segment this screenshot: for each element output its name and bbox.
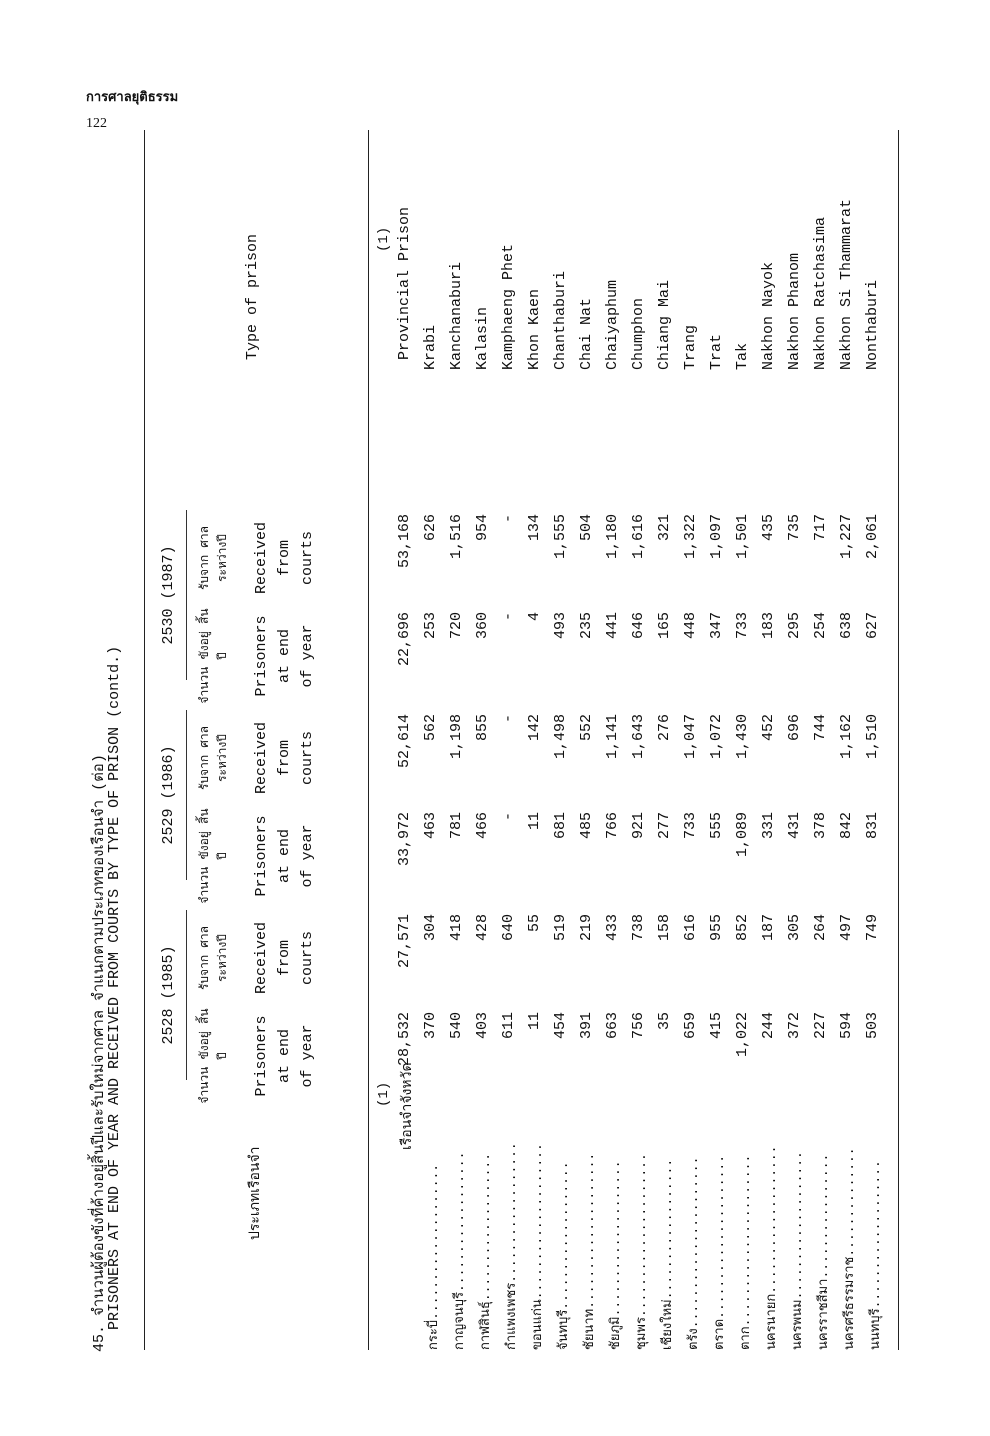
table-row [448, 110, 474, 1360]
value-cell: - [500, 714, 517, 724]
table-row [422, 110, 448, 1360]
value-cell: 158 [656, 914, 673, 942]
value-cell: 219 [578, 914, 595, 942]
value-cell: 244 [760, 1012, 777, 1040]
value-cell: 681 [552, 812, 569, 840]
value-cell: 378 [812, 812, 829, 840]
prison-name-thai: ขอนแก่น.................... [530, 1143, 545, 1350]
value-cell: 183 [760, 612, 777, 640]
value-cell: 1,430 [734, 714, 751, 760]
total-cell: 33,972 [396, 812, 413, 867]
column-header-thai: จำนวน ขังอยู่ สิ้นปี [198, 1008, 230, 1104]
column-header-thai: รับจาก ศาล ระหว่างปี [198, 926, 230, 991]
year-rule [186, 910, 187, 1080]
year-rule [186, 710, 187, 880]
subtype-english: Provincial Prison [396, 206, 413, 360]
value-cell: 1,227 [838, 514, 855, 560]
value-cell: 1,162 [838, 714, 855, 760]
column-header-english: Prisoners [253, 815, 270, 897]
value-cell: 142 [526, 714, 543, 742]
value-cell: 372 [786, 1012, 803, 1040]
table-row [682, 110, 708, 1360]
value-cell: 1,198 [448, 714, 465, 760]
prison-name-thai: กาญจนบุรี.................. [452, 1151, 467, 1350]
value-cell: 552 [578, 714, 595, 742]
value-cell: 626 [422, 514, 439, 542]
value-cell: 1,141 [604, 714, 621, 760]
value-cell: 1,501 [734, 514, 751, 560]
value-cell: 391 [578, 1012, 595, 1040]
column-header-english: Prisoners [253, 615, 270, 697]
table-row [552, 110, 578, 1360]
value-cell: 35 [656, 1012, 673, 1031]
prison-name-english: Kamphaeng Phet [500, 243, 517, 370]
prison-name-thai: นครนายก................... [764, 1145, 779, 1350]
table-row [474, 110, 500, 1360]
value-cell: 428 [474, 914, 491, 942]
value-cell: 954 [474, 514, 491, 542]
value-cell: 276 [656, 714, 673, 742]
value-cell: 749 [864, 914, 881, 942]
prison-name-thai: ตาก...................... [738, 1154, 753, 1350]
value-cell: 616 [682, 914, 699, 942]
value-cell: 463 [422, 812, 439, 840]
value-cell: 227 [812, 1012, 829, 1040]
year-header-1985: 2528 (1985) [160, 945, 177, 1045]
column-header-english: Received [253, 522, 270, 595]
value-cell: 555 [708, 812, 725, 840]
value-cell: 1,022 [734, 1012, 751, 1058]
prison-name-english: Nakhon Nayok [760, 261, 777, 370]
value-cell: 1,097 [708, 514, 725, 560]
value-cell: 733 [734, 612, 751, 640]
value-cell: 852 [734, 914, 751, 942]
column-header-thai: จำนวน ขังอยู่ สิ้นปี [198, 808, 230, 904]
value-cell: 611 [500, 1012, 517, 1040]
subtype-thai: เรือนจำจังหวัด [400, 1062, 416, 1150]
value-cell: 304 [422, 914, 439, 942]
prison-name-thai: นครศรีธรรมราช.............. [842, 1147, 857, 1350]
total-cell: 52,614 [396, 714, 413, 769]
total-row [396, 110, 422, 1360]
column-number-right: (1) [376, 226, 392, 252]
value-cell: 720 [448, 612, 465, 640]
column-header-prisoners [196, 808, 319, 904]
value-cell: 781 [448, 812, 465, 840]
value-cell: 2,061 [864, 514, 881, 560]
value-cell: 842 [838, 812, 855, 840]
prison-name-thai: ชุมพร..................... [634, 1153, 649, 1350]
value-cell: 321 [656, 514, 673, 542]
column-header-thai: รับจาก ศาล ระหว่างปี [198, 726, 230, 791]
prison-name-english: Tak [734, 342, 751, 370]
value-cell: 11 [526, 1012, 543, 1031]
table-row [786, 110, 812, 1360]
prison-name-thai: เชียงใหม่.................. [660, 1158, 675, 1350]
prison-name-english: Nakhon Ratchasima [812, 216, 829, 370]
prison-name-english: Kalasin [474, 306, 491, 370]
value-cell: 441 [604, 612, 621, 640]
column-header-english: at end [276, 629, 293, 684]
column-header-received [196, 910, 319, 1006]
table-row [630, 110, 656, 1360]
prison-name-english: Chai Nat [578, 297, 595, 370]
value-cell: 831 [864, 812, 881, 840]
column-header-english: courts [299, 531, 316, 586]
table-row [812, 110, 838, 1360]
value-cell: 955 [708, 914, 725, 942]
column-header-english: of year [299, 624, 316, 688]
value-cell: - [500, 612, 517, 622]
value-cell: 235 [578, 612, 595, 640]
prison-name-english: Nakhon Phanom [786, 252, 803, 370]
value-cell: 766 [604, 812, 621, 840]
column-header-english: of year [299, 824, 316, 888]
value-cell: 1,322 [682, 514, 699, 560]
column-header-english: from [276, 940, 293, 977]
value-cell: 253 [422, 612, 439, 640]
prison-name-thai: ตรัง...................... [686, 1156, 701, 1350]
value-cell: 448 [682, 612, 699, 640]
value-cell: 738 [630, 914, 647, 942]
value-cell: 744 [812, 714, 829, 742]
table-row [838, 110, 864, 1360]
value-cell: 562 [422, 714, 439, 742]
table-row [578, 110, 604, 1360]
running-header: การศาลยุติธรรม [86, 89, 179, 104]
column-header-english: at end [276, 1029, 293, 1084]
value-cell: 485 [578, 812, 595, 840]
type-header-thai: ประเภทเรือนจำ [248, 1146, 264, 1240]
prison-name-english: Trang [682, 324, 699, 370]
value-cell: 696 [786, 714, 803, 742]
value-cell: 1,643 [630, 714, 647, 760]
value-cell: 735 [786, 514, 803, 542]
header-rule [368, 130, 369, 1350]
column-header-english: at end [276, 829, 293, 884]
column-header-received [196, 510, 319, 606]
value-cell: 165 [656, 612, 673, 640]
year-rule [186, 510, 187, 680]
value-cell: 855 [474, 714, 491, 742]
value-cell: 454 [552, 1012, 569, 1040]
value-cell: 493 [552, 612, 569, 640]
top-rule [144, 130, 145, 1350]
prison-name-english: Nonthaburi [864, 279, 881, 370]
value-cell: 1,616 [630, 514, 647, 560]
table-row [526, 110, 552, 1360]
value-cell: 733 [682, 812, 699, 840]
prison-name-thai: นนทบุรี................... [868, 1160, 883, 1350]
table-title-english: PRISONERS AT END OF YEAR AND RECEIVED FROM COURTS BY TYPE OF PRISON (contd.) [106, 645, 123, 1330]
year-header-1986: 2529 (1986) [160, 745, 177, 845]
prison-name-thai: ชัยภูมิ.................... [608, 1160, 623, 1350]
total-cell: 28,532 [396, 1012, 413, 1067]
value-cell: 370 [422, 1012, 439, 1040]
value-cell: 627 [864, 612, 881, 640]
table-row [864, 110, 890, 1360]
value-cell: 331 [760, 812, 777, 840]
column-header-english: Prisoners [253, 1015, 270, 1097]
value-cell: 466 [474, 812, 491, 840]
prison-name-thai: ตราด..................... [712, 1155, 727, 1350]
value-cell: 347 [708, 612, 725, 640]
value-cell: 187 [760, 914, 777, 942]
value-cell: 55 [526, 914, 543, 933]
value-cell: 1,555 [552, 514, 569, 560]
value-cell: 638 [838, 612, 855, 640]
column-header-english: courts [299, 931, 316, 986]
value-cell: 134 [526, 514, 543, 542]
total-cell: 22,696 [396, 612, 413, 667]
value-cell: 305 [786, 914, 803, 942]
prison-name-english: Kanchanaburi [448, 261, 465, 370]
value-cell: 1,516 [448, 514, 465, 560]
value-cell: 254 [812, 612, 829, 640]
value-cell: 435 [760, 514, 777, 542]
value-cell: 11 [526, 812, 543, 831]
value-cell: - [500, 514, 517, 524]
rotated-table [78, 110, 908, 1360]
prison-name-thai: กาฬสินธุ์................... [478, 1152, 493, 1350]
prison-name-english: Khon Kaen [526, 288, 543, 370]
value-cell: 1,498 [552, 714, 569, 760]
table-row [760, 110, 786, 1360]
value-cell: 921 [630, 812, 647, 840]
column-header-prisoners [196, 1008, 319, 1104]
value-cell: 663 [604, 1012, 621, 1040]
value-cell: 659 [682, 1012, 699, 1040]
prison-name-english: Chanthaburi [552, 270, 569, 370]
column-header-thai: จำนวน ขังอยู่ สิ้นปี [198, 608, 230, 704]
year-header-1987: 2530 (1987) [160, 545, 177, 645]
table-row [604, 110, 630, 1360]
column-header-english: from [276, 740, 293, 777]
value-cell: 277 [656, 812, 673, 840]
value-cell: 646 [630, 612, 647, 640]
value-cell: 519 [552, 914, 569, 942]
column-header-english: Received [253, 722, 270, 795]
value-cell: 431 [786, 812, 803, 840]
column-number-left: (1) [376, 1081, 392, 1107]
value-cell: 1,072 [708, 714, 725, 760]
prison-name-thai: กระบี่.................... [426, 1163, 441, 1350]
prison-name-english: Chaiyaphum [604, 279, 621, 370]
value-cell: 403 [474, 1012, 491, 1040]
value-cell: 452 [760, 714, 777, 742]
prison-name-thai: จันทบุรี................... [556, 1161, 571, 1350]
table-row [734, 110, 760, 1360]
value-cell: 360 [474, 612, 491, 640]
total-cell: 27,571 [396, 914, 413, 969]
bottom-rule [898, 130, 899, 1350]
value-cell: 756 [630, 1012, 647, 1040]
value-cell: 503 [864, 1012, 881, 1040]
value-cell: 1,510 [864, 714, 881, 760]
value-cell: 504 [578, 514, 595, 542]
value-cell: 1,047 [682, 714, 699, 760]
column-header-received [196, 710, 319, 806]
value-cell: - [500, 812, 517, 822]
value-cell: 1,089 [734, 812, 751, 858]
value-cell: 640 [500, 914, 517, 942]
table-row [500, 110, 526, 1360]
prison-name-thai: นครราชสีมา................ [816, 1153, 831, 1350]
value-cell: 418 [448, 914, 465, 942]
page-number: 122 [86, 116, 107, 131]
prison-name-english: Nakhon Si Thammarat [838, 198, 855, 370]
value-cell: 264 [812, 914, 829, 942]
value-cell: 540 [448, 1012, 465, 1040]
total-cell: 53,168 [396, 514, 413, 569]
column-header-thai: รับจาก ศาล ระหว่างปี [198, 526, 230, 591]
value-cell: 433 [604, 914, 621, 942]
value-cell: 1,180 [604, 514, 621, 560]
column-header-english: Received [253, 922, 270, 995]
column-header-english: of year [299, 1024, 316, 1088]
prison-name-thai: นครพนม................... [790, 1151, 805, 1350]
prison-name-thai: ชัยนาท.................... [582, 1152, 597, 1350]
table-row [708, 110, 734, 1360]
column-header-english: from [276, 540, 293, 577]
value-cell: 4 [526, 612, 543, 622]
value-cell: 717 [812, 514, 829, 542]
column-header-english: courts [299, 731, 316, 786]
table-row [656, 110, 682, 1360]
value-cell: 594 [838, 1012, 855, 1040]
prison-name-thai: กำแพงเพชร.................. [504, 1142, 519, 1350]
prison-name-english: Chiang Mai [656, 279, 673, 370]
value-cell: 415 [708, 1012, 725, 1040]
column-header-prisoners [196, 608, 319, 704]
table-title-thai: 45. จำนวนผู้ต้องขังที่ค้างอยู่สิ้นปีและรับใหม่จากศาล จำแนกตามประเภทของเรือนจำ (ต่อ) [91, 754, 108, 1352]
prison-name-english: Krabi [422, 324, 439, 370]
value-cell: 497 [838, 914, 855, 942]
type-header-english: Type of prison [244, 233, 261, 360]
value-cell: 295 [786, 612, 803, 640]
prison-name-english: Trat [708, 333, 725, 370]
prison-name-english: Chumphon [630, 297, 647, 370]
